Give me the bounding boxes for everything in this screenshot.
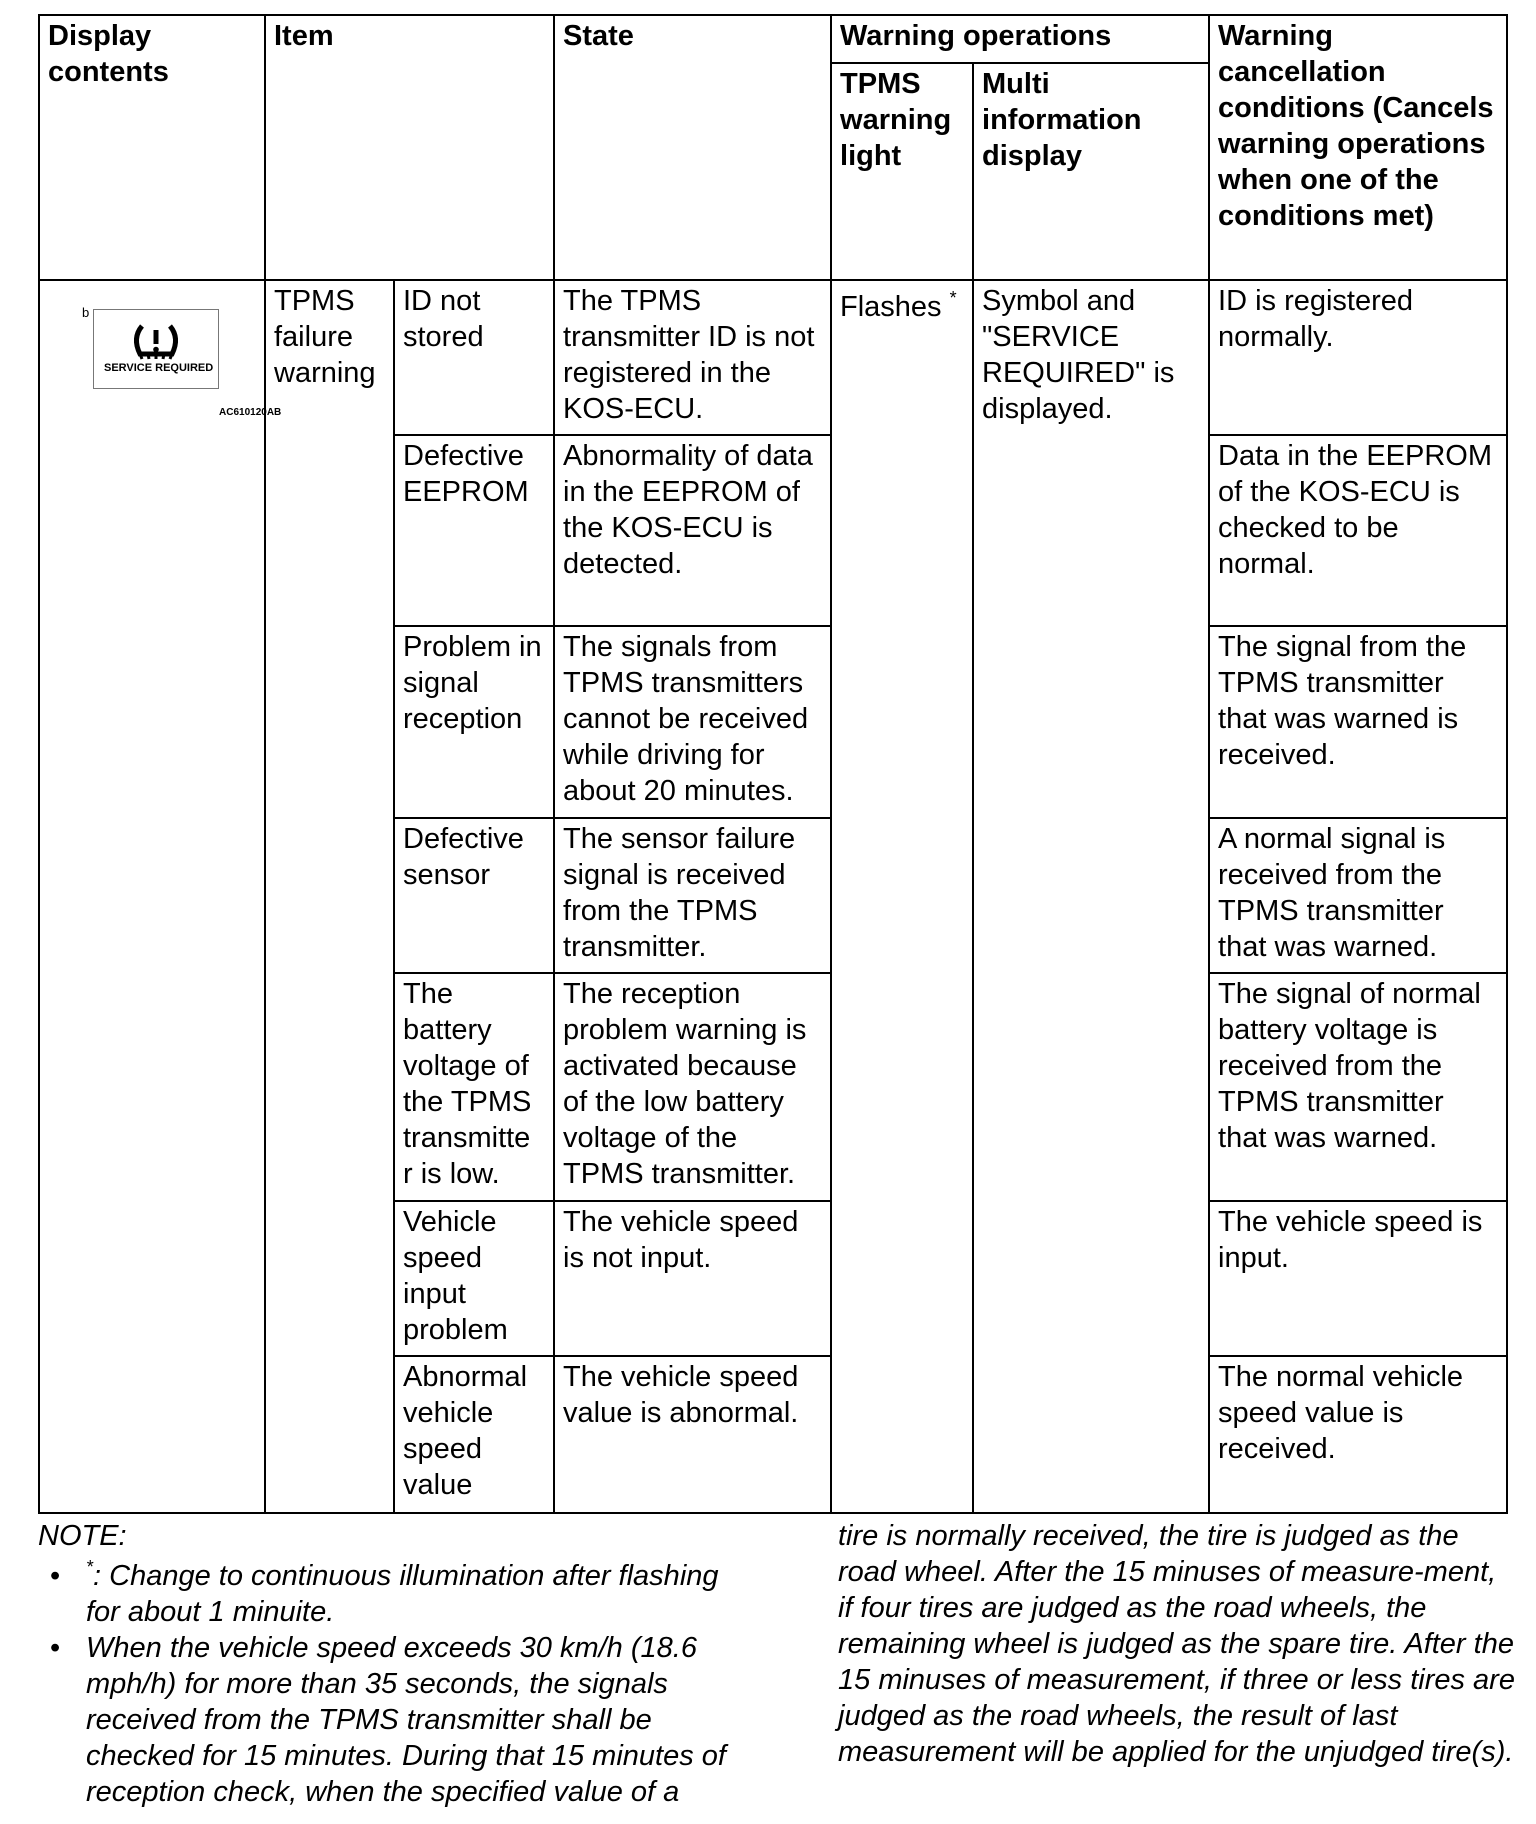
cancel-cell: The signal of normal battery voltage is received from the TPMS transmitter that was warned. [1209, 973, 1507, 1201]
bullet-icon: • [50, 1632, 61, 1664]
header-multi-information-display: Multi information display [973, 63, 1209, 280]
state-cell: The vehicle speed value is abnormal. [554, 1356, 831, 1513]
item-cell: TPMS failure warning [265, 280, 394, 1513]
bullet-icon: • [50, 1560, 61, 1592]
note-footnote-mark: * [86, 1557, 94, 1577]
tpms-light-cell [831, 280, 973, 1513]
display-contents-cell [39, 280, 282, 1513]
state-cell: The vehicle speed is not input. [554, 1201, 831, 1356]
tpms-tire-pressure-icon [94, 310, 218, 388]
cancel-cell: The vehicle speed is input. [1209, 1201, 1507, 1356]
note-item [50, 1557, 758, 1630]
note-item-text: : Change to continuous illumination after flashing for about 1 minuite. [86, 1560, 719, 1628]
cancel-cell: Data in the EEPROM of the KOS-ECU is checked to be normal. [1209, 435, 1507, 626]
sub-item-cell: Abnormal vehicle speed value [394, 1356, 554, 1513]
sub-item-cell: Vehicle speed input problem [394, 1201, 554, 1356]
note-item-text: When the vehicle speed exceeds 30 km/h (18.6 mph/h) for more than 35 seconds, the signals received from the TPMS transmitter shall be checked for 15 minutes. During that 15 minutes of reception check, when the specified value of a [86, 1632, 726, 1808]
symbol-caption: SERVICE REQUIRED [104, 362, 214, 374]
cancel-cell: ID is registered normally. [1209, 280, 1507, 435]
sub-item-cell: Defective sensor [394, 818, 554, 973]
header-warning-operations: Warning operations [831, 15, 1209, 63]
header-tpms-warning-light: TPMS warning light [831, 63, 973, 280]
multi-display-cell: Symbol and "SERVICE REQUIRED" is displayed. [973, 280, 1209, 1513]
state-cell: The TPMS transmitter ID is not registered in the KOS-ECU. [554, 280, 831, 435]
sub-item-cell: ID not stored [394, 280, 554, 435]
note-item [50, 1630, 758, 1810]
header-item: Item [265, 15, 554, 280]
cancel-cell: The signal from the TPMS transmitter that was warned is received. [1209, 626, 1507, 818]
header-display-contents: Display contents [39, 15, 265, 280]
state-cell: Abnormality of data in the EEPROM of the KOS-ECU is detected. [554, 435, 831, 626]
symbol-marker: b [82, 305, 90, 320]
cancel-cell: The normal vehicle speed value is received. [1209, 1356, 1507, 1513]
state-cell: The reception problem warning is activated because of the low battery voltage of the TPMS transmitter. [554, 973, 831, 1201]
sub-item-cell: Problem in signal reception [394, 626, 554, 818]
sub-item-cell: The battery voltage of the TPMS transmitte r is low. [394, 973, 554, 1201]
state-cell: The sensor failure signal is received from the TPMS transmitter. [554, 818, 831, 973]
sub-item-cell: Defective EEPROM [394, 435, 554, 626]
tpms-service-required-symbol [82, 305, 282, 418]
header-warning-cancellation: Warning cancellation conditions (Cancels warning operations when one of the conditions met) [1209, 15, 1507, 280]
symbol-code: AC610120AB [219, 407, 282, 418]
note-title: NOTE: [38, 1520, 127, 1552]
note-right-column: tire is normally received, the tire is judged as the road wheel. After the 15 minuses of measure-ment, if four tires are judged as the road wheels, the remaining wheel is judged as the spare tire. After the 15 minuses of measurement, if three or less tires are judged as the road wheels, the result of last measurement will be applied for the unjudged tire(s). [838, 1520, 1515, 1768]
tpms-warning-table [38, 14, 1508, 1514]
state-cell: The signals from TPMS transmitters cannot be received while driving for about 20 minutes. [554, 626, 831, 818]
light-status: Flashes [840, 291, 942, 323]
note-left-column [38, 1518, 758, 1810]
header-state: State [554, 15, 831, 280]
cancel-cell: A normal signal is received from the TPMS transmitter that was warned. [1209, 818, 1507, 973]
light-footnote-mark: * [949, 288, 957, 308]
note-list [38, 1558, 758, 1810]
